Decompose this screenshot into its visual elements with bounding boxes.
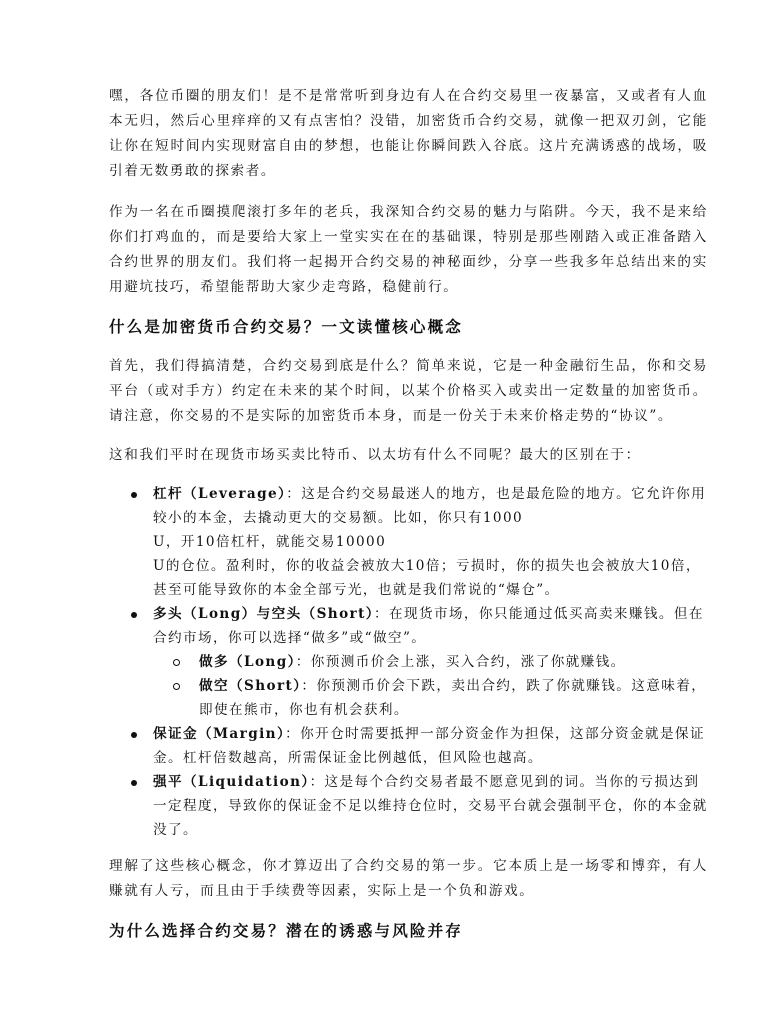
liquidation-text: ：这是每个合约交易者最不愿意见到的词。当你的亏损达到一定程度，导致你的保证金不足以维持仓位时，交易平台就会强制平仓，你的本金就没了。 [153, 774, 708, 838]
sublist-item-long [153, 650, 708, 674]
circle-bullet-icon [173, 683, 180, 690]
long-text: ：你预测币价会上涨，买入合约，涨了你就赚钱。 [295, 654, 626, 670]
list-item-liquidation [109, 770, 708, 842]
term-liquidation: 强平（Liquidation） [153, 774, 310, 790]
bullet-icon [131, 780, 137, 786]
section1-paragraph-1: 首先，我们得搞清楚，合约交易到底是什么？简单来说，它是一种金融衍生品，你和交易平台（或对手方）约定在未来的某个时间，以某个价格买入或卖出一定数量的加密货币。请注意，你交易的不是实际的加密货币本身，而是一份关于未来价格走势的“协议”。 [109, 358, 708, 424]
leverage-text-2: U，开10倍杠杆，就能交易10000 [153, 534, 387, 550]
margin-text: ：你开仓时需要抵押一部分资金作为担保，这部分资金就是保证金。杠杆倍数越高，所需保证金比例越低，但风险也越高。 [153, 726, 705, 766]
sublist-item-short [153, 674, 708, 722]
term-leverage: 杠杆（Leverage） [153, 486, 287, 502]
short-text: ：你预测币价会下跌，卖出合约，跌了你就赚钱。这意味着，即使在熊市，你也有机会获利。 [199, 678, 707, 718]
concept-list [109, 482, 708, 842]
list-item-leverage [109, 482, 708, 602]
long-short-sublist [153, 650, 708, 722]
bullet-icon [131, 612, 137, 618]
term-margin: 保证金（Margin） [153, 726, 286, 742]
section-heading-core-concepts: 什么是加密货币合约交易？一文读懂核心概念 [109, 317, 464, 336]
bullet-icon [131, 732, 137, 738]
list-item-margin [109, 722, 708, 770]
circle-bullet-icon [173, 659, 180, 666]
section-heading-why-contracts: 为什么选择合约交易？潜在的诱惑与风险并存 [109, 921, 464, 940]
term-long: 做多（Long） [199, 654, 296, 670]
intro-paragraph-2: 作为一名在币圈摸爬滚打多年的老兵，我深知合约交易的魅力与陷阱。今天，我不是来给你们打鸡血的，而是要给大家上一堂实实在在的基础课，特别是那些刚踏入或正准备踏入合约世界的朋友们。我们将一起揭开合约交易的神秘面纱，分享一些我多年总结出来的实用避坑技巧，希望能帮助大家少走弯路，稳健前行。 [109, 204, 708, 295]
section1-paragraph-2: 这和我们平时在现货市场买卖比特币、以太坊有什么不同呢？最大的区别在于： [109, 447, 641, 463]
intro-paragraph-1: 嘿，各位币圈的朋友们！是不是常常听到身边有人在合约交易里一夜暴富，又或者有人血本无归，然后心里痒痒的又有点害怕？没错，加密货币合约交易，就像一把双刃剑，它能让你在短时间内实现财富自由的梦想，也能让你瞬间跌入谷底。这片充满诱惑的战场，吸引着无数勇敢的探索者。 [109, 88, 708, 179]
list-item-long-short [109, 602, 708, 722]
leverage-text-1: ：这是合约交易最迷人的地方，也是最危险的地方。它允许你用较小的本金，去撬动更大的交易额。比如，你只有1000 [153, 486, 707, 526]
term-short: 做空（Short） [199, 678, 302, 694]
section1-paragraph-3: 理解了这些核心概念，你才算迈出了合约交易的第一步。它本质上是一场零和博弈，有人赚就有人亏，而且由于手续费等因素，实际上是一个负和游戏。 [109, 858, 708, 899]
bullet-icon [131, 492, 137, 498]
term-long-short: 多头（Long）与空头（Short） [153, 606, 374, 622]
leverage-text-3: U的仓位。盈利时，你的收益会被放大10倍；亏损时，你的损失也会被放大10倍，甚至可能导致你的本金全部亏光，也就是我们常说的“爆仓”。 [153, 558, 701, 598]
long-short-text: ：在现货市场，你只能通过低买高卖来赚钱。但在合约市场，你可以选择“做多”或“做空”。 [153, 606, 704, 646]
